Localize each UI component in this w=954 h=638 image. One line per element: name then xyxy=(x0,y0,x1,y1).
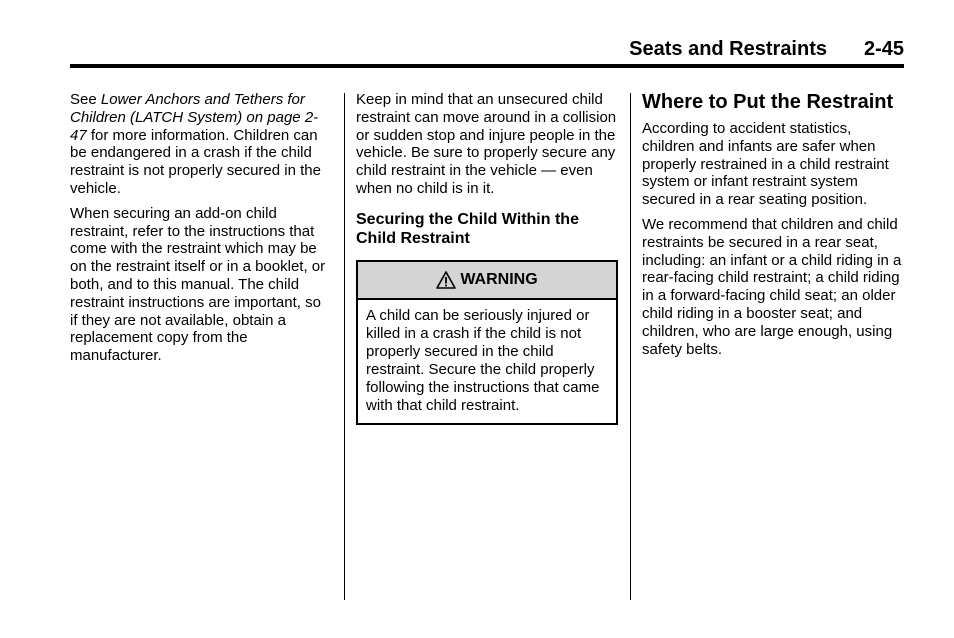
text: See xyxy=(70,91,101,108)
column-middle xyxy=(356,91,618,425)
warning-header xyxy=(358,262,616,300)
paragraph: According to accident statistics, children and infants are safer when properly restrained in a child restraint system or infant restraint system secured in a rear seating position. xyxy=(642,120,889,209)
section-title: Seats and Restraints xyxy=(629,38,827,60)
warning-label: WARNING xyxy=(460,270,538,288)
column-divider xyxy=(344,93,345,600)
column-divider xyxy=(630,93,631,600)
paragraph xyxy=(70,91,332,198)
warning-triangle-icon xyxy=(436,271,456,289)
paragraph: Keep in mind that an unsecured child restraint can move around in a collision or sudden stop and injure people in the vehicle. Be sure to properly secure any child restraint in the vehicle — even when no child is in it. xyxy=(356,91,617,197)
warning-text: A child can be seriously injured or killed in a crash if the child is not properly secured in the child restraint. Secure the child properly following the instructions that came with that child restraint. xyxy=(366,306,600,414)
subsection-heading: Securing the Child Within the Child Restraint xyxy=(356,210,579,247)
warning-box xyxy=(356,260,618,425)
text: for more information. Children can be endangered in a crash if the child restraint is not properly secured in the vehicle. xyxy=(70,126,321,197)
cross-reference-link[interactable]: Lower Anchors and Tethers for Children (LATCH System) on page 2-47 xyxy=(70,91,319,144)
column-left xyxy=(70,91,332,372)
section-heading: Where to Put the Restraint xyxy=(642,91,894,113)
page-number: 2-45 xyxy=(863,38,904,60)
paragraph: When securing an add-on child restraint, refer to the instructions that come with the restraint which may be on the restraint itself or in a booklet, or both, and to this manual. The child restraint instructions are important, so if they are not available, obtain a replacement copy from the manufacturer. xyxy=(70,204,326,365)
paragraph: We recommend that children and child restraints be secured in a rear seat, including: an infant or a child riding in a rear-facing child restraint; a child riding in a forward-facing child seat; an older child riding in a booster seat; and children, who are large enough, using safety belts. xyxy=(642,215,902,358)
column-right xyxy=(642,91,904,365)
page-header xyxy=(70,38,904,68)
